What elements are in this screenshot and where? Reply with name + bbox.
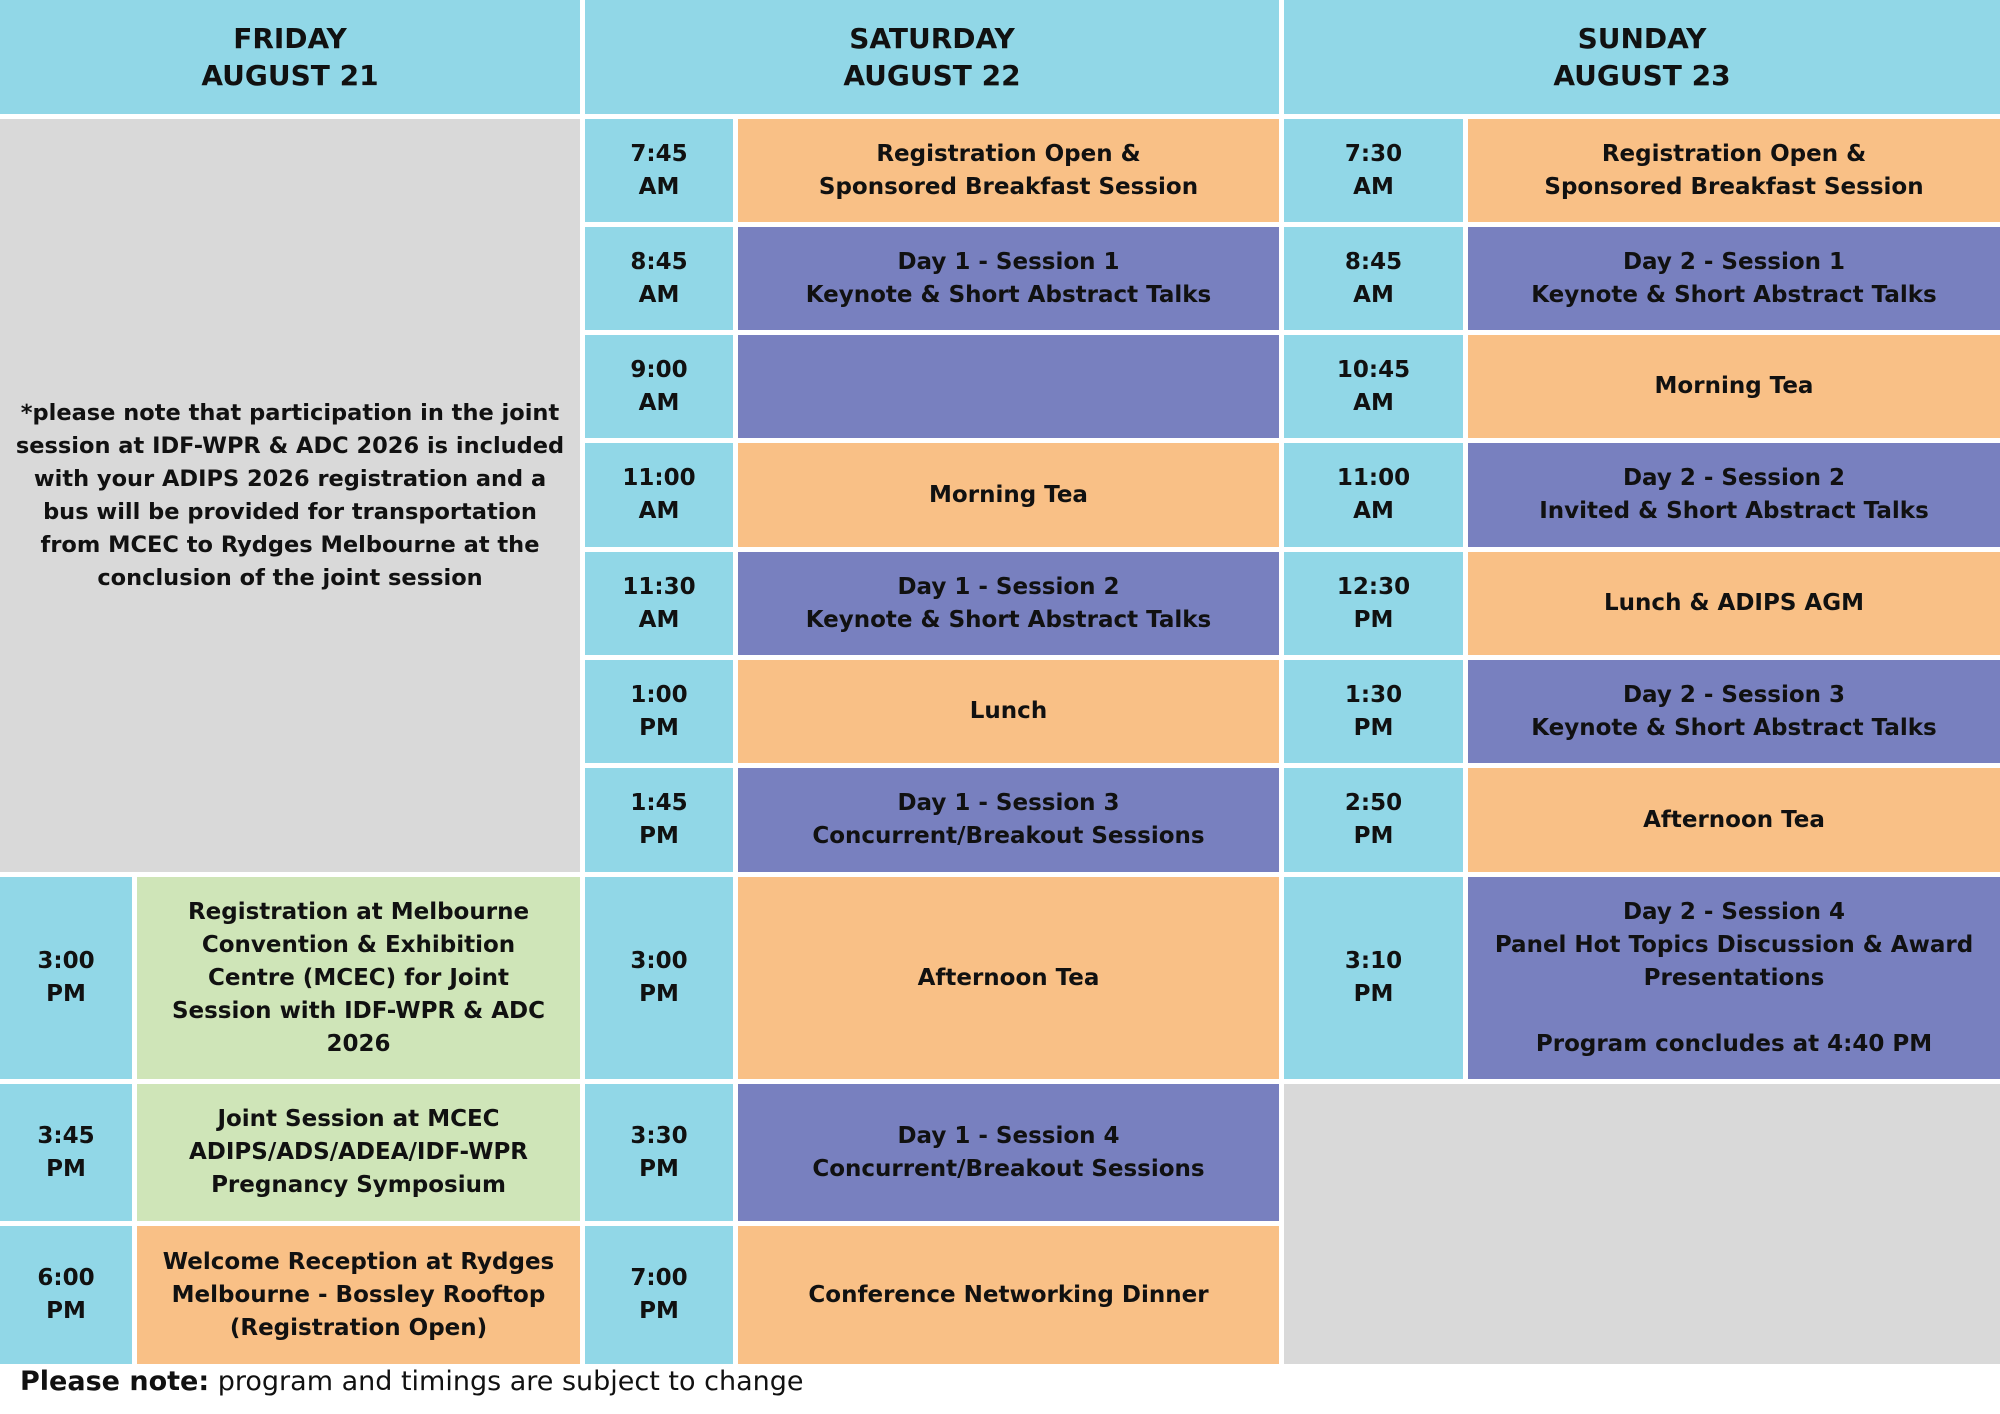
sunday-time-1: 7:30 AM [1284, 119, 1463, 222]
sunday-empty-block [1284, 1084, 2000, 1364]
saturday-event-session-2: Day 1 - Session 2 Keynote & Short Abstract Talks [738, 552, 1279, 655]
sunday-event-afternoon-tea: Afternoon Tea [1468, 768, 2000, 872]
saturday-event-session-1: Day 1 - Session 1 Keynote & Short Abstract Talks [738, 227, 1279, 330]
sunday-event-session-1: Day 2 - Session 1 Keynote & Short Abstract Talks [1468, 227, 2000, 330]
sunday-time-7: 2:50 PM [1284, 768, 1463, 872]
day-name: FRIDAY [233, 22, 347, 55]
saturday-event-morning-tea: Morning Tea [738, 443, 1279, 547]
sunday-event-session-3: Day 2 - Session 3 Keynote & Short Abstract Talks [1468, 660, 2000, 763]
sunday-time-2: 8:45 AM [1284, 227, 1463, 330]
header-friday [0, 0, 580, 114]
day-date: AUGUST 21 [201, 59, 379, 92]
header-saturday [585, 0, 1279, 114]
sunday-event-registration: Registration Open & Sponsored Breakfast Session [1468, 119, 2000, 222]
friday-event-joint-session: Joint Session at MCEC ADIPS/ADS/ADEA/IDF-WPR Pregnancy Symposium [137, 1084, 580, 1221]
saturday-event-session-4: Day 1 - Session 4 Concurrent/Breakout Sessions [738, 1084, 1279, 1221]
sunday-event-session-4: Day 2 - Session 4 Panel Hot Topics Discussion & Award Presentations Program concludes at 4:40 PM [1468, 877, 2000, 1079]
saturday-time-3: 9:00 AM [585, 335, 733, 438]
saturday-event-lunch: Lunch [738, 660, 1279, 763]
saturday-event-registration: Registration Open & Sponsored Breakfast Session [738, 119, 1279, 222]
footnote-text: program and timings are subject to change [209, 1366, 804, 1397]
footnote-label: Please note: [20, 1366, 210, 1397]
day-name: SUNDAY [1577, 22, 1707, 55]
friday-event-registration-mcec: Registration at Melbourne Convention & Exhibition Centre (MCEC) for Joint Session with IDF-WPR & ADC 2026 [137, 877, 580, 1079]
friday-time-2: 3:45 PM [0, 1084, 132, 1221]
friday-time-1: 3:00 PM [0, 877, 132, 1079]
sunday-time-3: 10:45 AM [1284, 335, 1463, 438]
sunday-event-session-2: Day 2 - Session 2 Invited & Short Abstract Talks [1468, 443, 2000, 547]
sunday-time-4: 11:00 AM [1284, 443, 1463, 547]
header-sunday [1284, 0, 2000, 114]
friday-time-3: 6:00 PM [0, 1226, 132, 1364]
saturday-time-1: 7:45 AM [585, 119, 733, 222]
footnote [20, 1366, 804, 1397]
day-date: AUGUST 22 [843, 59, 1021, 92]
saturday-time-2: 8:45 AM [585, 227, 733, 330]
saturday-event-session-1-cont [738, 335, 1279, 438]
saturday-event-afternoon-tea: Afternoon Tea [738, 877, 1279, 1079]
friday-event-welcome-reception: Welcome Reception at Rydges Melbourne - Bossley Rooftop (Registration Open) [137, 1226, 580, 1364]
saturday-time-9: 3:30 PM [585, 1084, 733, 1221]
saturday-event-dinner: Conference Networking Dinner [738, 1226, 1279, 1364]
sunday-event-lunch-agm: Lunch & ADIPS AGM [1468, 552, 2000, 655]
saturday-time-7: 1:45 PM [585, 768, 733, 872]
saturday-event-session-3: Day 1 - Session 3 Concurrent/Breakout Sessions [738, 768, 1279, 872]
sunday-time-6: 1:30 PM [1284, 660, 1463, 763]
sunday-event-morning-tea: Morning Tea [1468, 335, 2000, 438]
saturday-time-5: 11:30 AM [585, 552, 733, 655]
sunday-time-8: 3:10 PM [1284, 877, 1463, 1079]
saturday-time-4: 11:00 AM [585, 443, 733, 547]
day-date: AUGUST 23 [1553, 59, 1731, 92]
saturday-time-10: 7:00 PM [585, 1226, 733, 1364]
saturday-time-6: 1:00 PM [585, 660, 733, 763]
friday-note: *please note that participation in the joint session at IDF-WPR & ADC 2026 is included with your ADIPS 2026 registration and a bus will be provided for transportation from MCEC to Rydges Melbourne at the conclusion of the joint session [0, 119, 580, 872]
sunday-time-5: 12:30 PM [1284, 552, 1463, 655]
saturday-time-8: 3:00 PM [585, 877, 733, 1079]
day-name: SATURDAY [849, 22, 1015, 55]
